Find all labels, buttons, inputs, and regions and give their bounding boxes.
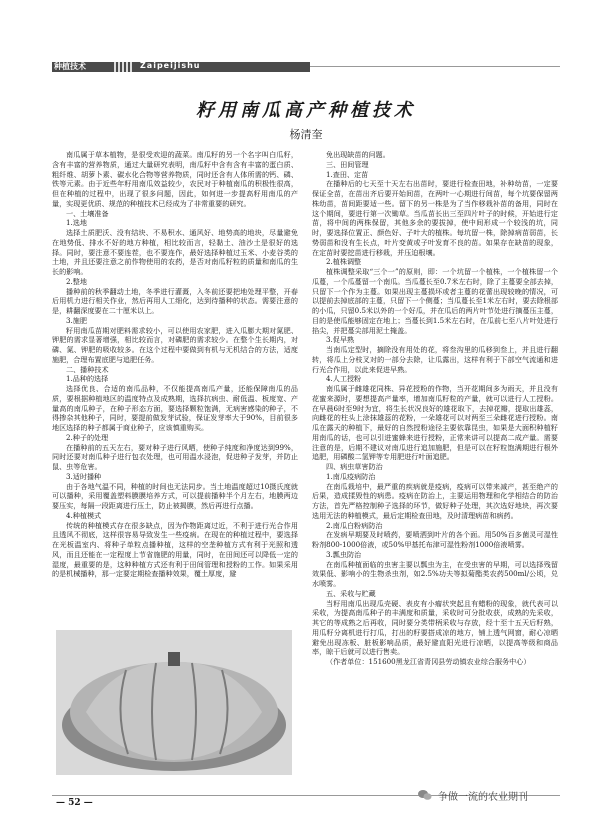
paragraph: 选择优良、合适的南瓜品种，不仅能提高南瓜产量，还能保障南瓜的品质，要根据种植地区的温度特点及成熟期，选择抗病虫、耐低温、板度宽、产量高的南瓜种子，在种子形态方面，要选择颗粒饱满，无病害感染的种子，不得掺杂其他种子，同时，要提前做发芽试验，保证发芽率大于90%，目前很多地区选择的种子都属于商业种子，应该慎重购买。	[52, 384, 298, 432]
paragraph: 2.植株调整	[326, 257, 362, 267]
watermark-text: 争做一流的农业期刊	[438, 792, 528, 803]
paragraph: 免出现缺苗的问题。	[326, 150, 390, 159]
section-brand: Zaipeijishu	[140, 61, 201, 70]
paragraph: 在播种后的七天至十天左右出苗时，要进行检查田地，补种幼苗，一定要保证全苗，在苗出齐后要开始间苗，在两叶一心期进行间苗，每个坑要保留两株幼苗，苗间距要适一些。留下的另一株是为了当作移栽补苗的备用，同时在这个期间，要进行第一次锄草。当瓜苗长出三至四片叶子的时候，开始进行定苗，将中间的两株保留，其他多余的要拔掉，使中间形成一个较浅的坑，同时，要选择位置正、颜色好、子叶大的植株。每坑留一株，除掉病苗弱苗，长势弱苗和没有生长点，叶片变黄或子叶发育不良的苗。如果存在缺苗的现象，在定苗时要挖苗进行移栽，并压迫根壤。	[312, 179, 558, 257]
article-title: 籽用南瓜高产种植技术	[196, 100, 416, 121]
paragraph: 四、病虫草害防治	[326, 462, 383, 471]
paragraph: 播种前的秋季翻动土地，冬季进行灌溉，入冬前还要把地处理平整，开春后用机力进行相关作业，然后再用人工细化，达到待播种的状态。需要注意的是，耕翻深度要在二十厘米以上。	[52, 286, 298, 315]
paragraph: 传统的种植模式存在很多缺点，因为作物距离过近，不利于进行光合作用且透风不彻底，这样很容易导致发生一些疫病。在现在的种植过程中，要选择在光板温室内、将种子单粒点播种植，这样的空垄种植方式有利于光照和透风，而且还能在一定程度上节省施肥的用量，同时，在田间还可以降低一定的湿度，最重要的是，这种种植方式还有利于田间管理和授粉的工作。如果采用的是机械播种，那一定要定期检查播种效果，覆土厚度，避	[52, 520, 298, 579]
wechat-icon	[418, 789, 432, 801]
paragraph: 1.选地	[66, 218, 87, 228]
section-header-band	[52, 62, 310, 72]
header-stripe	[114, 62, 134, 72]
right-column	[312, 150, 558, 810]
paragraph: 在发病早期要及时喷药，要喷洒到叶片的各个面。用50%百多菌灵可湿性粉剂800-1000倍液，或50%甲基托布津可湿性粉剂1000倍液喷雾。	[312, 530, 558, 549]
paragraph: 籽用南瓜苗期对肥料需求较小，可以使用农家肥，进入瓜膨大期对氮肥、钾肥的需求显著增强，相比较而言，对磷肥的需求较少。在整个生长期内，对磷、氮、钾肥的吸收较多。在这个过程中要做到有机与无机结合的方法，适度施肥，合理布置底肥与追肥任务。	[52, 325, 298, 364]
paragraph: 二、播种技术	[66, 364, 109, 374]
paragraph: 3.施肥	[66, 315, 87, 325]
paragraph: 3.促早熟	[326, 335, 355, 345]
left-column	[52, 150, 298, 630]
paragraph: 三、田间管理	[326, 159, 369, 169]
paragraph: 在南瓜种植面临的虫害主要以瓢虫为主，在受虫害的早期，可以选择残留效果低、影响小的生物杀虫剂，如2.5%功夫等拟菊酯类农药500ml/公顷，兑水喷雾。	[312, 559, 558, 588]
paragraph: 1.南瓜疫病防治	[326, 471, 376, 481]
paragraph: 五、采收与贮藏	[326, 588, 376, 598]
paragraph: 一、土壤准备	[66, 208, 109, 218]
paragraph: 4.人工授粉	[326, 374, 362, 384]
paragraph: 3.适时播种	[66, 471, 102, 481]
paragraph: 2.整地	[66, 276, 87, 286]
paragraph: 2.南瓜白粉病防治	[326, 520, 383, 530]
paragraph: 南瓜属于雌雄花同株、异花授粉的作物，当开花期间多为雨天，并且没有花蜜来源时，要想提高产量率，增加南瓜籽粒的产量，就可以进行人工授粉。在早晨6时至9时为宜，将生长状况良好的雄花取下，去掉花瓣，提取出雄蕊，向雌花的柱头上涂抹雄蕊的花粉，一朵雄花可以对两至三朵雌花进行授粉。南瓜在露天的种植下，最好的自然授粉途径主要依靠昆虫，如果是大面积种植籽用南瓜的话，也可以引进蜜蜂来进行授粉，正常来讲可以提高二成产量。需要注意的是，后期不建议对南瓜进行追加施肥，但是可以在籽粒饱满期进行根外追肥，用磷酸二氢钾等专用肥进行叶面追肥。	[312, 384, 558, 462]
paragraph: （作者单位：151600黑龙江省青冈县劳动镇农业综合服务中心）	[326, 657, 531, 666]
paragraph: 2.种子的处理	[66, 432, 109, 442]
paragraph: 由于各地气温不同，种植的时间也无法同步。当土地温度超过10摄氏度就可以播种，采用覆盖塑料膜膜培养方式，可以提前播种半个月左右，地膜两边要压实，每隔一段距离进行压土，防止被揭膜，然后再进行点播。	[52, 481, 298, 510]
paragraph: 植株调整采取“三个一”的原则，即：一个坑留一个植株，一个植株留一个瓜蔓，一个瓜蔓留一个南瓜。当瓜蔓长至0.7米左右时，除了主蔓要全部去掉，只留下一个作为主蔓。如果出现主蔓损坏或者主蔓的花蕾出现较晚的情况，可以提前去掉底部的主蔓，只留下一个侧蔓；当瓜蔓长至1米左右时，要去除根部的小瓜，只留0.5米以外的一个好瓜，并在瓜后的两片叶节处进行摘蔓压主蔓，目的是使瓜能够固定在地上；当蔓长到1.5米左右时，在瓜前七至八片叶处进行掐尖，并把蔓尖部用泥土掩盖。	[312, 267, 558, 335]
paragraph: 选择土质肥沃、没有结块、不易积水、通风好、地势高的地块，尽量避免在地势低、排水不好的地方种植，相比较而言，轻黏土、油沙土是很好的选择。同时，要注意不要连茬，也不要连作，最好选择种植过玉米、小麦谷类的土地，并且还要注意之前作物使用的农药，是否对南瓜籽粒的质量和南瓜的生长的影响。	[52, 228, 298, 276]
paragraph: 当南瓜定型时，摘除没有用处的花，将叁沟里的瓜移到叁上，并且进行翻转，将瓜上分枝叉对的一部分去除，让瓜露出，这样有利于下部空气流通和进行光合作用，以此来促进早熟。	[312, 345, 558, 374]
page-number: — 52 —	[56, 798, 93, 808]
paragraph: 4.种植模式	[66, 510, 102, 520]
paragraph: 1.查田、定苗	[326, 169, 369, 179]
paragraph: 当籽用南瓜出现瓜壳硬、表皮有小瘤状突起且有蜡粉的现象，就代表可以采收，为提高南瓜种子的丰满度和质量，采收时可分批收获，成熟的先采收，其它的等成熟之后再收，同时要分类带柄采收与存放，经十至十五天后籽熟，用瓜籽分离机进行打瓜，打出的籽要搭成凉的地方，铺上透气网窗，耐心凉晒避免出现冻板、脏板影响品质，最好避直阳光进行凉晒，以提高等级和商品率，晾干后就可以进行售卖。	[312, 598, 558, 657]
paragraph: 南瓜属于草本植物，是很受欢迎的蔬菜。南瓜籽的另一个名字叫白瓜籽，含有丰富的营养物质，通过大量研究表明，南瓜籽中含有含有丰富的蛋白质、粗纤维、胡萝卜素、碳水化合物等营养物质，同时还含有人体所需的钙、磷、铁等元素。由于近些年籽用南瓜效益较少，农民对于种植南瓜的积极性很高，但在种植的过程中，出现了很多问题，因此，如何进一步提高籽用南瓜的产量，实现更优质、规范的种植技术已经成为了非常重要的研究。	[52, 150, 298, 208]
paragraph: 3.瓢虫防治	[326, 549, 362, 559]
paragraph: 在南瓜栽培中，最严重的疾病就是疫病，疫病可以带来减产，甚至绝产的后果，造成揉毁性的病患。疫病在防治上，主要运用物理和化学相结合的防治方法，首先严格控制种子选择的环节，做好种子处理，其次选好地块，再次要选用无法的种植模式，最后定期检查田地，及时清理病苗和病药。	[312, 481, 558, 520]
section-tag: 种植技术	[54, 62, 86, 71]
pumpkin-image	[56, 630, 292, 775]
article-author: 杨清奎	[289, 128, 323, 141]
paragraph: 1.品种的选择	[66, 374, 109, 384]
header-rule	[310, 66, 560, 67]
paragraph: 在播种前的五天左右，要对种子进行风晒，使种子纯度和净度达到99%，同时还要对南瓜种子进行包衣处理，也可用温水浸泡，促进种子发芽，并防止鼠、虫等危害。	[52, 442, 298, 471]
